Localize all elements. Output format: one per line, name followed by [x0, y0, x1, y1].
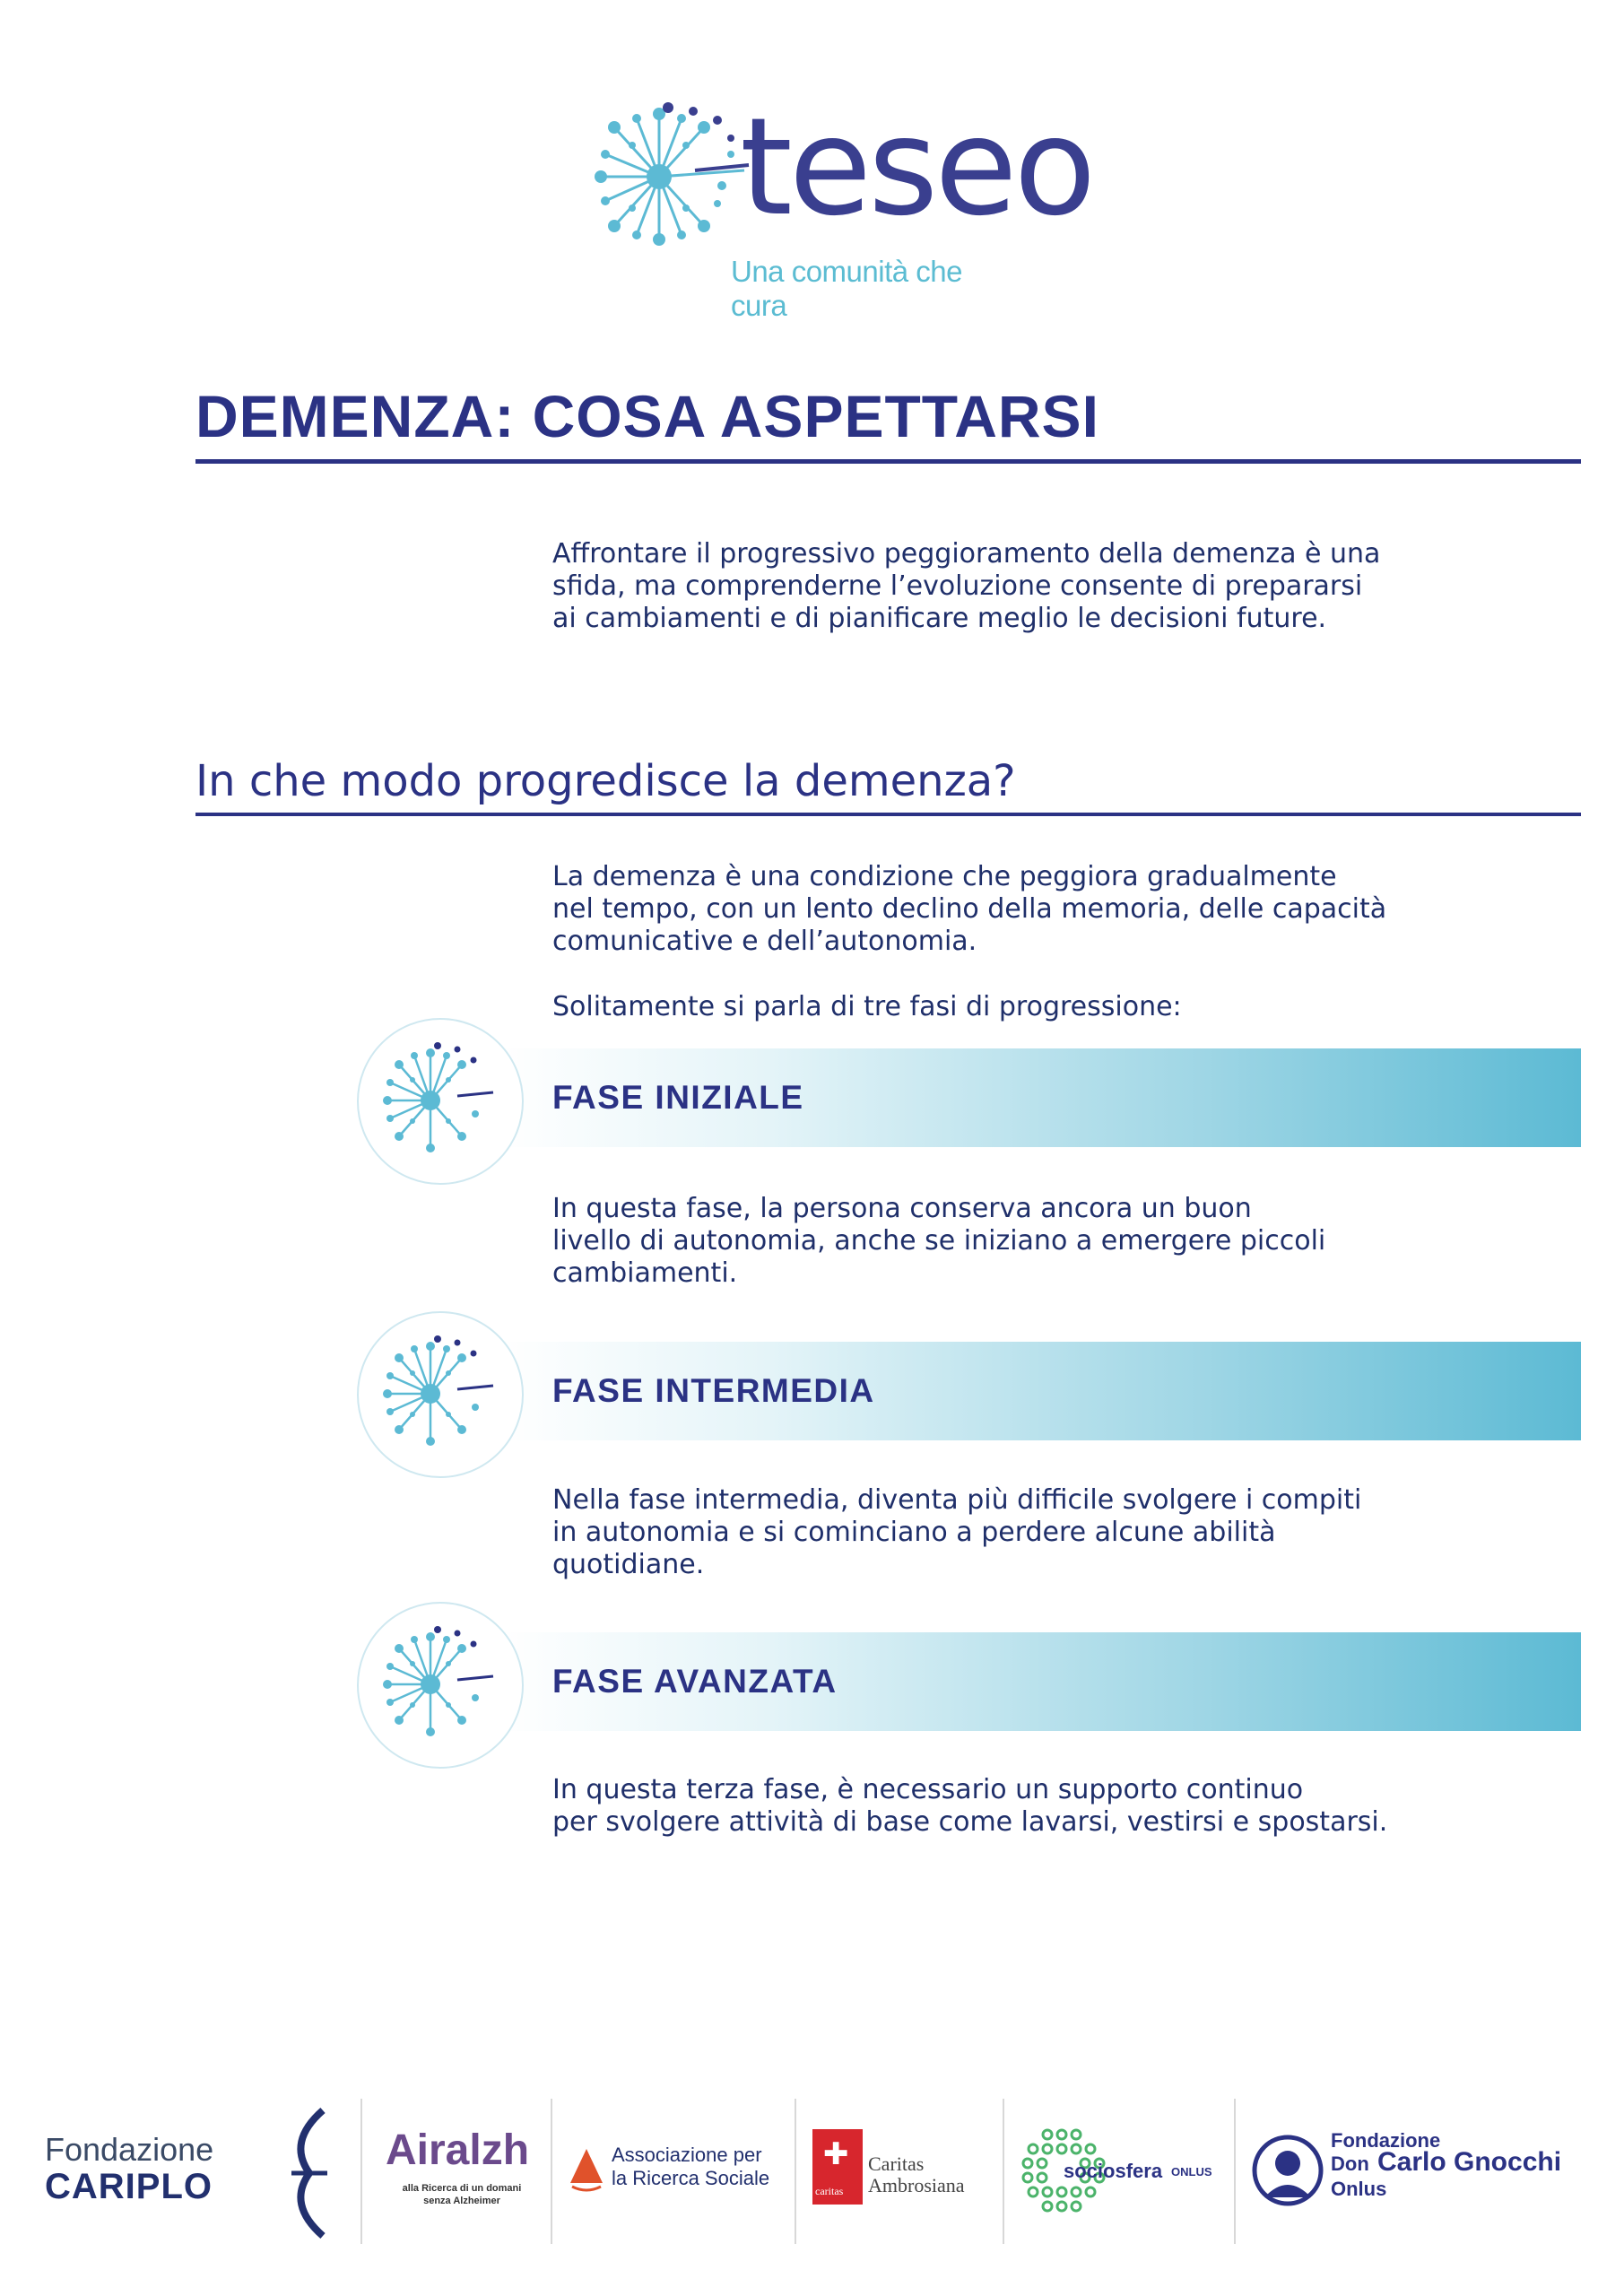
- dandelion-icon: [377, 1626, 502, 1743]
- logo-tagline: Una comunità che cura: [731, 255, 962, 322]
- title-underline: [195, 459, 1581, 464]
- phase-intermediate-text: Nella fase intermedia, diventa più difficile svolgere i compiti in autonomia e si cominciano a perdere alcune abilità quotidiane.: [552, 1484, 1362, 1580]
- phase-label: FASE INIZIALE: [552, 1079, 804, 1116]
- phase-label: FASE AVANZATA: [552, 1663, 838, 1700]
- section-underline: [195, 813, 1581, 816]
- phase-intermediate: [357, 1311, 1581, 1482]
- section-paragraph-1: La demenza è una condizione che peggiora gradualmente nel tempo, con un lento declino della memoria, delle capacità comunicative e dell’autonomia.: [552, 861, 1387, 957]
- phase-icon-circle: [357, 1602, 524, 1769]
- airalzh-logo: Airalzh alla Ricerca di un domani senza Alzheimer: [386, 2126, 530, 2206]
- gnocchi-portrait-icon: [1252, 2135, 1324, 2206]
- sponsor-footer: [0, 2090, 1624, 2251]
- sociosfera-logo: sociosfera ONLUS: [1020, 2127, 1236, 2226]
- ars-logo: Associazione per la Ricerca Sociale: [567, 2140, 786, 2212]
- section-heading: In che modo progredisce la demenza?: [195, 756, 1016, 806]
- logo-wordmark: teseo: [740, 90, 1093, 246]
- cross-icon: ✚: [823, 2136, 849, 2172]
- phase-advanced: [357, 1602, 1581, 1772]
- gnocchi-logo: Fondazione Don Carlo Gnocchi Onlus: [1252, 2124, 1593, 2222]
- ars-triangle-icon: [569, 2147, 604, 2192]
- phase-initial: [357, 1018, 1581, 1188]
- phase-label: FASE INTERMEDIA: [552, 1372, 875, 1409]
- caritas-logo: ✚ caritas Caritas Ambrosiana: [812, 2126, 992, 2224]
- phase-icon-circle: [357, 1018, 524, 1185]
- cariplo-mark-icon: [274, 2106, 336, 2240]
- cariplo-logo: Fondazione CARIPLO: [45, 2126, 350, 2233]
- phase-icon-circle: [357, 1311, 524, 1478]
- intro-paragraph: Affrontare il progressivo peggioramento della demenza è una sfida, ma comprenderne l’evoluzione consente di prepararsi ai cambiamenti e di pianificare meglio le decisioni future.: [552, 538, 1381, 634]
- page-title: DEMENZA: COSA ASPETTARSI: [195, 383, 1099, 449]
- phase-initial-text: In questa fase, la persona conserva ancora un buon livello di autonomia, anche se iniziano a emergere piccoli cambiamenti.: [552, 1193, 1326, 1289]
- dandelion-icon: [377, 1335, 502, 1452]
- teseo-logo: [587, 90, 1093, 322]
- section-paragraph-2: Solitamente si parla di tre fasi di progressione:: [552, 991, 1182, 1022]
- dandelion-logo-icon: [587, 100, 758, 253]
- dandelion-icon: [377, 1042, 502, 1159]
- phase-advanced-text: In questa terza fase, è necessario un supporto continuo per svolgere attività di base come lavarsi, vestirsi e spostarsi.: [552, 1774, 1388, 1838]
- caritas-badge: ✚ caritas: [812, 2129, 863, 2205]
